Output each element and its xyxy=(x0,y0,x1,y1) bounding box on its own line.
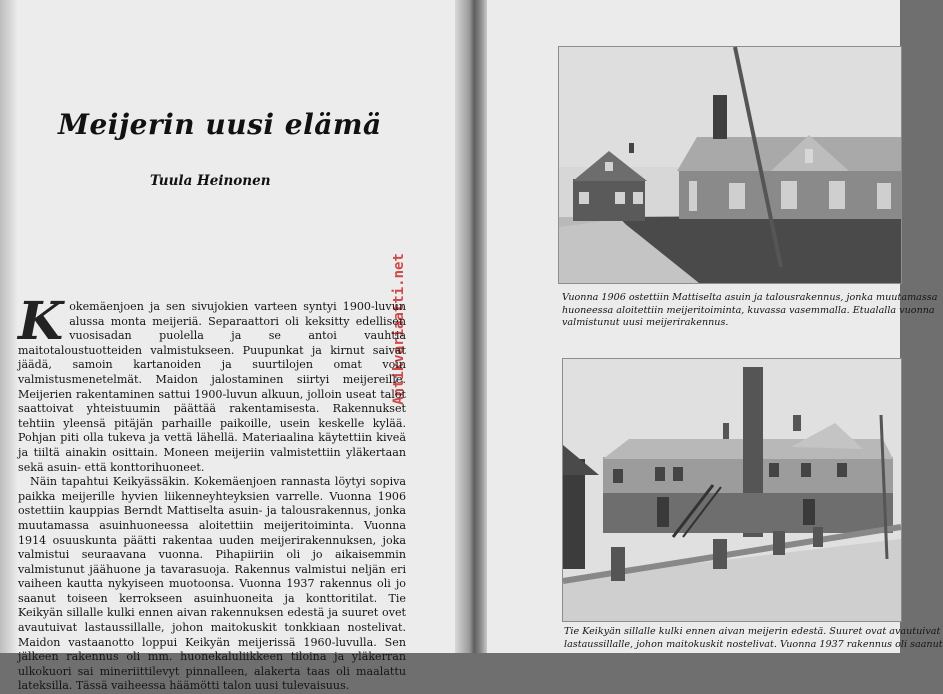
paragraph-2: Näin tapahtui Keikyässäkin. Kokemäenjoen rannasta löytyi sopiva paikka meijerille hyvien liikenneyhteyksien varrelle. Vuonna 1906 ostettiin kauppias Berndt Mattiselta asuin- ja talousrakennus, jonka muutamassa asuinhuoneessa aloitettiin meijeritoiminta. Vuonna 1914 osuuskunta päätti rakentaa uuden meijerirakennuksen, joka valmistui seuraavana vuonna. Pihapiiriin oli jo aikaisemmin valmistunut jäähuone ja tavarasuoja. Rakennus valmistui neljän eri vaiheen kautta nykyiseen muotoonsa. Vuonna 1937 rakennus oli jo saanut toiseen kerrokseen asuinhuoneita ja konttoritilat. Tie Keikyän sillalle kulki ennen aivan rakennuksen edestä ja suuret ovet avautuivat lastaussillalle, johon maitokuskit tonkkiaan nostelivat. Maidon vastaanotto loppui Keikyän meijerissä 1960-luvulla. Sen jälkeen rakennus oli mm. huonekaluliikkeen tiloina ja yläkerran ulkokuori sai mineriittilevyt pinnalleen, alakerta taas oli maalattu lateksilla. Tässä vaiheessa häämötti talon uusi tulevaisuus. xyxy=(18,475,406,693)
photo-2-caption xyxy=(564,626,943,651)
caption-2-line-1: Tie Keikyän sillalle kulki ennen aivan meijerin edestä. Suuret ovat avautuivat xyxy=(564,626,941,637)
photo-old-dairy-buildings xyxy=(558,46,902,284)
page-edge-shadow xyxy=(0,0,18,653)
article-author: Tuula Heinonen xyxy=(150,173,271,189)
caption-2-line-2: lastaussillalle, johon maitokuskit nostelivat. Vuonna 1937 rakennus oli saanut xyxy=(564,638,943,650)
article-title: Meijerin uusi elämä xyxy=(58,108,382,141)
book-gutter xyxy=(455,0,487,653)
drop-cap: K xyxy=(18,291,64,352)
caption-1-line-2: huoneessa aloitettiin meijeritoiminta, kuvassa vasemmalla. Etualalla vuonna xyxy=(562,304,935,316)
paragraph-1 xyxy=(18,291,406,475)
article-body xyxy=(18,291,406,694)
photo-dairy-with-chimney xyxy=(562,358,902,622)
left-page xyxy=(0,0,455,693)
photo-1-caption xyxy=(562,292,937,330)
photo-1-image xyxy=(559,47,901,283)
watermark-text: Antikvariaatti.net xyxy=(391,253,407,405)
photo-2-image xyxy=(563,359,901,621)
caption-1-line-3: valmistunut uusi meijerirakennus. xyxy=(562,317,729,329)
paragraph-1-text: okemäenjoen ja sen sivujokien varteen syntyi 1900-luvun alussa monta meijeriä. Separaattori oli keksitty edellisen vuosisadan puolella ja se antoi vauhtia maitotaloustuotteiden valmistukseen. Puupunkat ja kirnut saivat jäädä, samoin kartanoiden ja suurtilojen omat voin valmistusmenetelmät. Maidon jalostaminen siirtyi meijereille. Meijerien rakentaminen sattui 1900-luvun alkuun, jolloin useat talot saattoivat yhteistuumin päättää rakentamisesta. Rakennukset tehtiin yleensä pitäjän parhaille paikoille, usein keskelle kylää. Pohjan piti olla tukeva ja vettä lähellä. Materiaalina käytettiin kiveä ja tiiltä ainakin osittain. Moneen meijeriin valmistettiin yläkertaan sekä asuin- että konttorihuoneet. xyxy=(18,300,406,474)
caption-1-line-1: Vuonna 1906 ostettiin Mattiselta asuin ja talousrakennus, jonka muutamassa xyxy=(562,292,938,303)
